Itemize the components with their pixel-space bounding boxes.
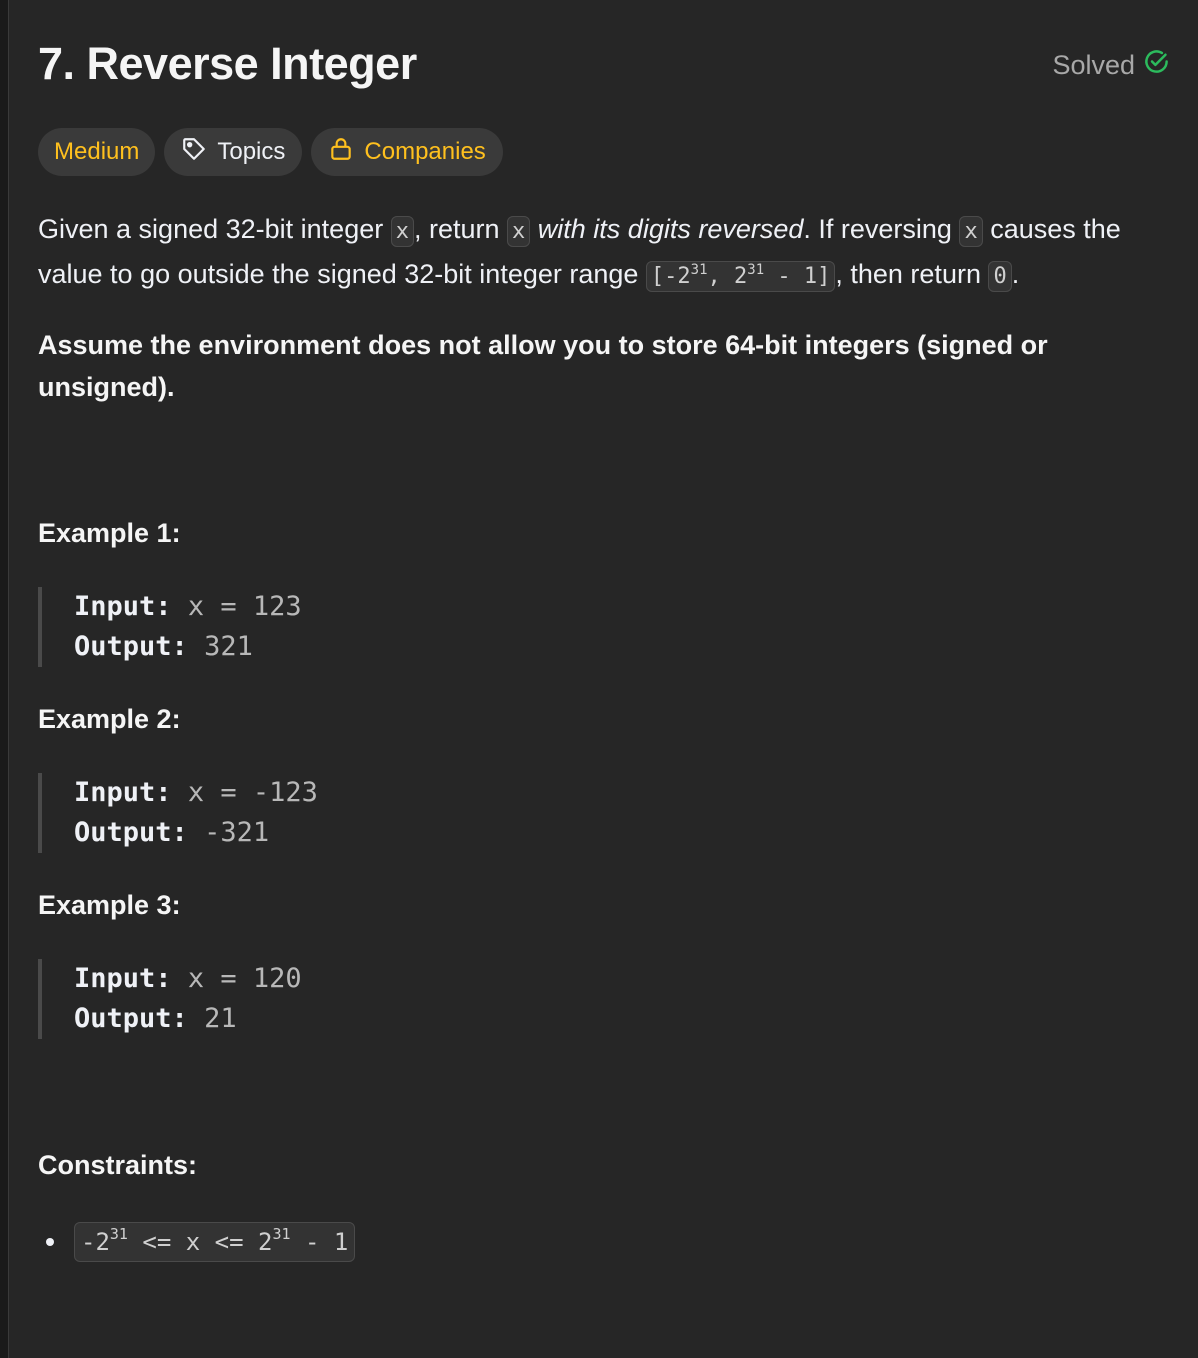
statement-text: causes the value to go outside the signed 32-bit integer range (38, 214, 1121, 289)
inline-code-x: x (959, 216, 982, 247)
output-label: Output: (74, 817, 188, 848)
output-value: 21 (204, 1003, 237, 1034)
input-label: Input: (74, 777, 172, 808)
statement-text: . If reversing (803, 214, 960, 244)
output-label: Output: (74, 631, 188, 662)
bullet-icon (46, 1238, 54, 1246)
difficulty-badge[interactable] (38, 128, 155, 176)
constraint-part: <= x <= 2 (127, 1228, 273, 1256)
statement-text: Given a signed 32-bit integer (38, 214, 391, 244)
solved-status (1052, 48, 1170, 82)
companies-button[interactable] (311, 128, 502, 176)
example-3-title: Example 3: (38, 890, 181, 920)
example-output-line (74, 627, 302, 667)
example-3-block (38, 959, 302, 1039)
example-output-line (74, 999, 302, 1039)
constraint-exponent: 31 (109, 1225, 128, 1243)
companies-label: Companies (364, 138, 486, 165)
topics-label: Topics (217, 138, 286, 165)
example-1-title: Example 1: (38, 518, 181, 548)
constraint-part: - 1 (290, 1228, 349, 1256)
lock-icon (328, 136, 354, 169)
range-part: , 2 (707, 264, 748, 289)
constraint-code (74, 1222, 355, 1262)
input-value: x = -123 (187, 777, 318, 808)
bold-note: Assume the environment does not allow you to store 64-bit integers (signed or unsigned). (38, 330, 1048, 402)
constraints-list (38, 1222, 355, 1262)
example-input-line (74, 959, 302, 999)
input-label: Input: (74, 591, 172, 622)
example-2-title: Example 2: (38, 704, 181, 734)
inline-code-x: x (391, 216, 414, 247)
range-part: - 1] (764, 264, 831, 289)
statement-emphasis: with its digits reversed (537, 214, 804, 244)
statement-text: , then return (835, 259, 989, 289)
example-input-line (74, 587, 302, 627)
output-label: Output: (74, 1003, 188, 1034)
left-panel-edge (0, 0, 9, 1358)
inline-code-x: x (507, 216, 530, 247)
problem-statement (38, 208, 1170, 298)
solved-label: Solved (1052, 49, 1135, 80)
inline-code-zero: 0 (988, 261, 1011, 292)
constraint-item (38, 1222, 355, 1262)
output-value: 321 (204, 631, 253, 662)
input-value: x = 120 (187, 963, 302, 994)
page-title: 7. Reverse Integer (38, 38, 417, 89)
statement-text: . (1011, 259, 1020, 289)
constraint-exponent: 31 (272, 1225, 291, 1243)
output-value: -321 (204, 817, 270, 848)
example-1-block (38, 587, 302, 667)
statement-text: , return (413, 214, 508, 244)
inline-code-range (646, 261, 835, 292)
example-2-block (38, 773, 318, 853)
topics-button[interactable] (164, 128, 302, 176)
range-exponent: 31 (690, 262, 708, 278)
example-output-line (74, 813, 318, 853)
constraint-part: -2 (81, 1228, 110, 1256)
range-exponent: 31 (747, 262, 765, 278)
difficulty-label: Medium (54, 138, 140, 165)
tag-row (38, 128, 503, 176)
range-part: [-2 (650, 264, 691, 289)
constraints-title: Constraints: (38, 1150, 198, 1180)
check-circle-icon (1143, 48, 1170, 82)
input-value: x = 123 (187, 591, 302, 622)
input-label: Input: (74, 963, 172, 994)
tag-icon (181, 136, 207, 169)
example-input-line (74, 773, 318, 813)
